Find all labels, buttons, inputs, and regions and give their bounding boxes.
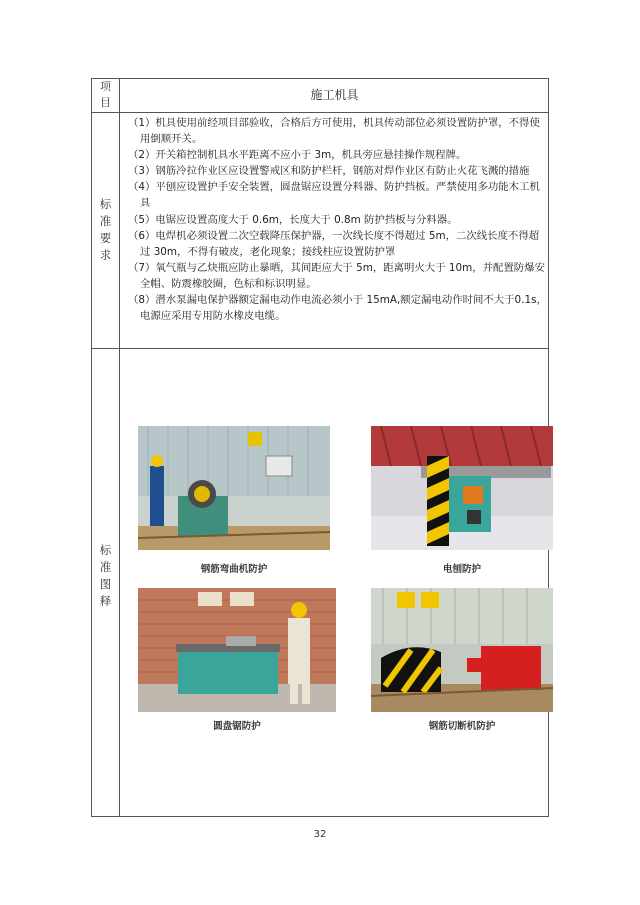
standard-illustrations-label-text: 标准图释 xyxy=(99,543,112,608)
circular-saw-caption: 圆盘锯防护 xyxy=(213,721,261,732)
column-divider xyxy=(119,78,120,817)
electric-planer-photo xyxy=(371,426,553,550)
header-label-text: 项目 xyxy=(100,80,111,109)
requirements-row-divider xyxy=(91,348,549,349)
header-label xyxy=(92,79,119,112)
requirement-item: （6）电焊机必须设置二次空载降压保护器，一次线长度不得超过 5m，二次线长度不得超过 30m，不得有破皮，老化现象；接线柱应设置防护罩 xyxy=(128,229,540,258)
requirement-item: （4）平刨应设置护手安全装置，圆盘锯应设置分料器、防护挡板。严禁使用多功能木工机具 xyxy=(128,181,540,210)
requirements-list xyxy=(128,115,548,324)
rebar-cutting-caption: 钢筋切断机防护 xyxy=(428,721,496,732)
requirement-item: （2）开关箱控制机具水平距离不应小于 3m，机具旁应悬挂操作规程牌。 xyxy=(128,149,467,162)
page-number: 32 xyxy=(313,829,327,840)
requirement-item: （1）机具使用前经项目部验收，合格后方可使用，机具传动部位必须设置防护罩，不得使用倒顺开关。 xyxy=(128,117,540,146)
requirement-item: （5）电锯应设置高度大于 0.6m，长度大于 0.8m 防护挡板与分料器。 xyxy=(128,213,458,226)
requirement-item: （3）钢筋冷拉作业区应设置警戒区和防护栏杆，钢筋对焊作业区有防止火花飞溅的措施 xyxy=(128,165,530,178)
standard-requirements-label-text: 标准要求 xyxy=(99,197,112,262)
header-row-divider xyxy=(91,112,549,113)
electric-planer-caption: 电刨防护 xyxy=(442,564,481,575)
page-title: 施工机具 xyxy=(310,88,359,102)
standard-illustrations-label xyxy=(92,542,119,610)
circular-saw-photo xyxy=(138,588,336,712)
requirement-item: （7）氧气瓶与乙炔瓶应防止暴晒，其间距应大于 5m，距离明火大于 10m，并配置防爆安全帽、防震橡胶圈，色标和标识明显。 xyxy=(128,261,545,290)
rebar-bending-caption: 钢筋弯曲机防护 xyxy=(200,564,268,575)
rebar-cutting-machine-photo xyxy=(371,588,553,712)
requirement-item: （8）潜水泵漏电保护器额定漏电动作电流必须小于 15mA,额定漏电动作时间不大于0.1s，电源应采用专用防水橡皮电缆。 xyxy=(128,294,547,323)
standard-requirements-label xyxy=(92,196,119,264)
rebar-bending-machine-photo xyxy=(138,426,330,550)
